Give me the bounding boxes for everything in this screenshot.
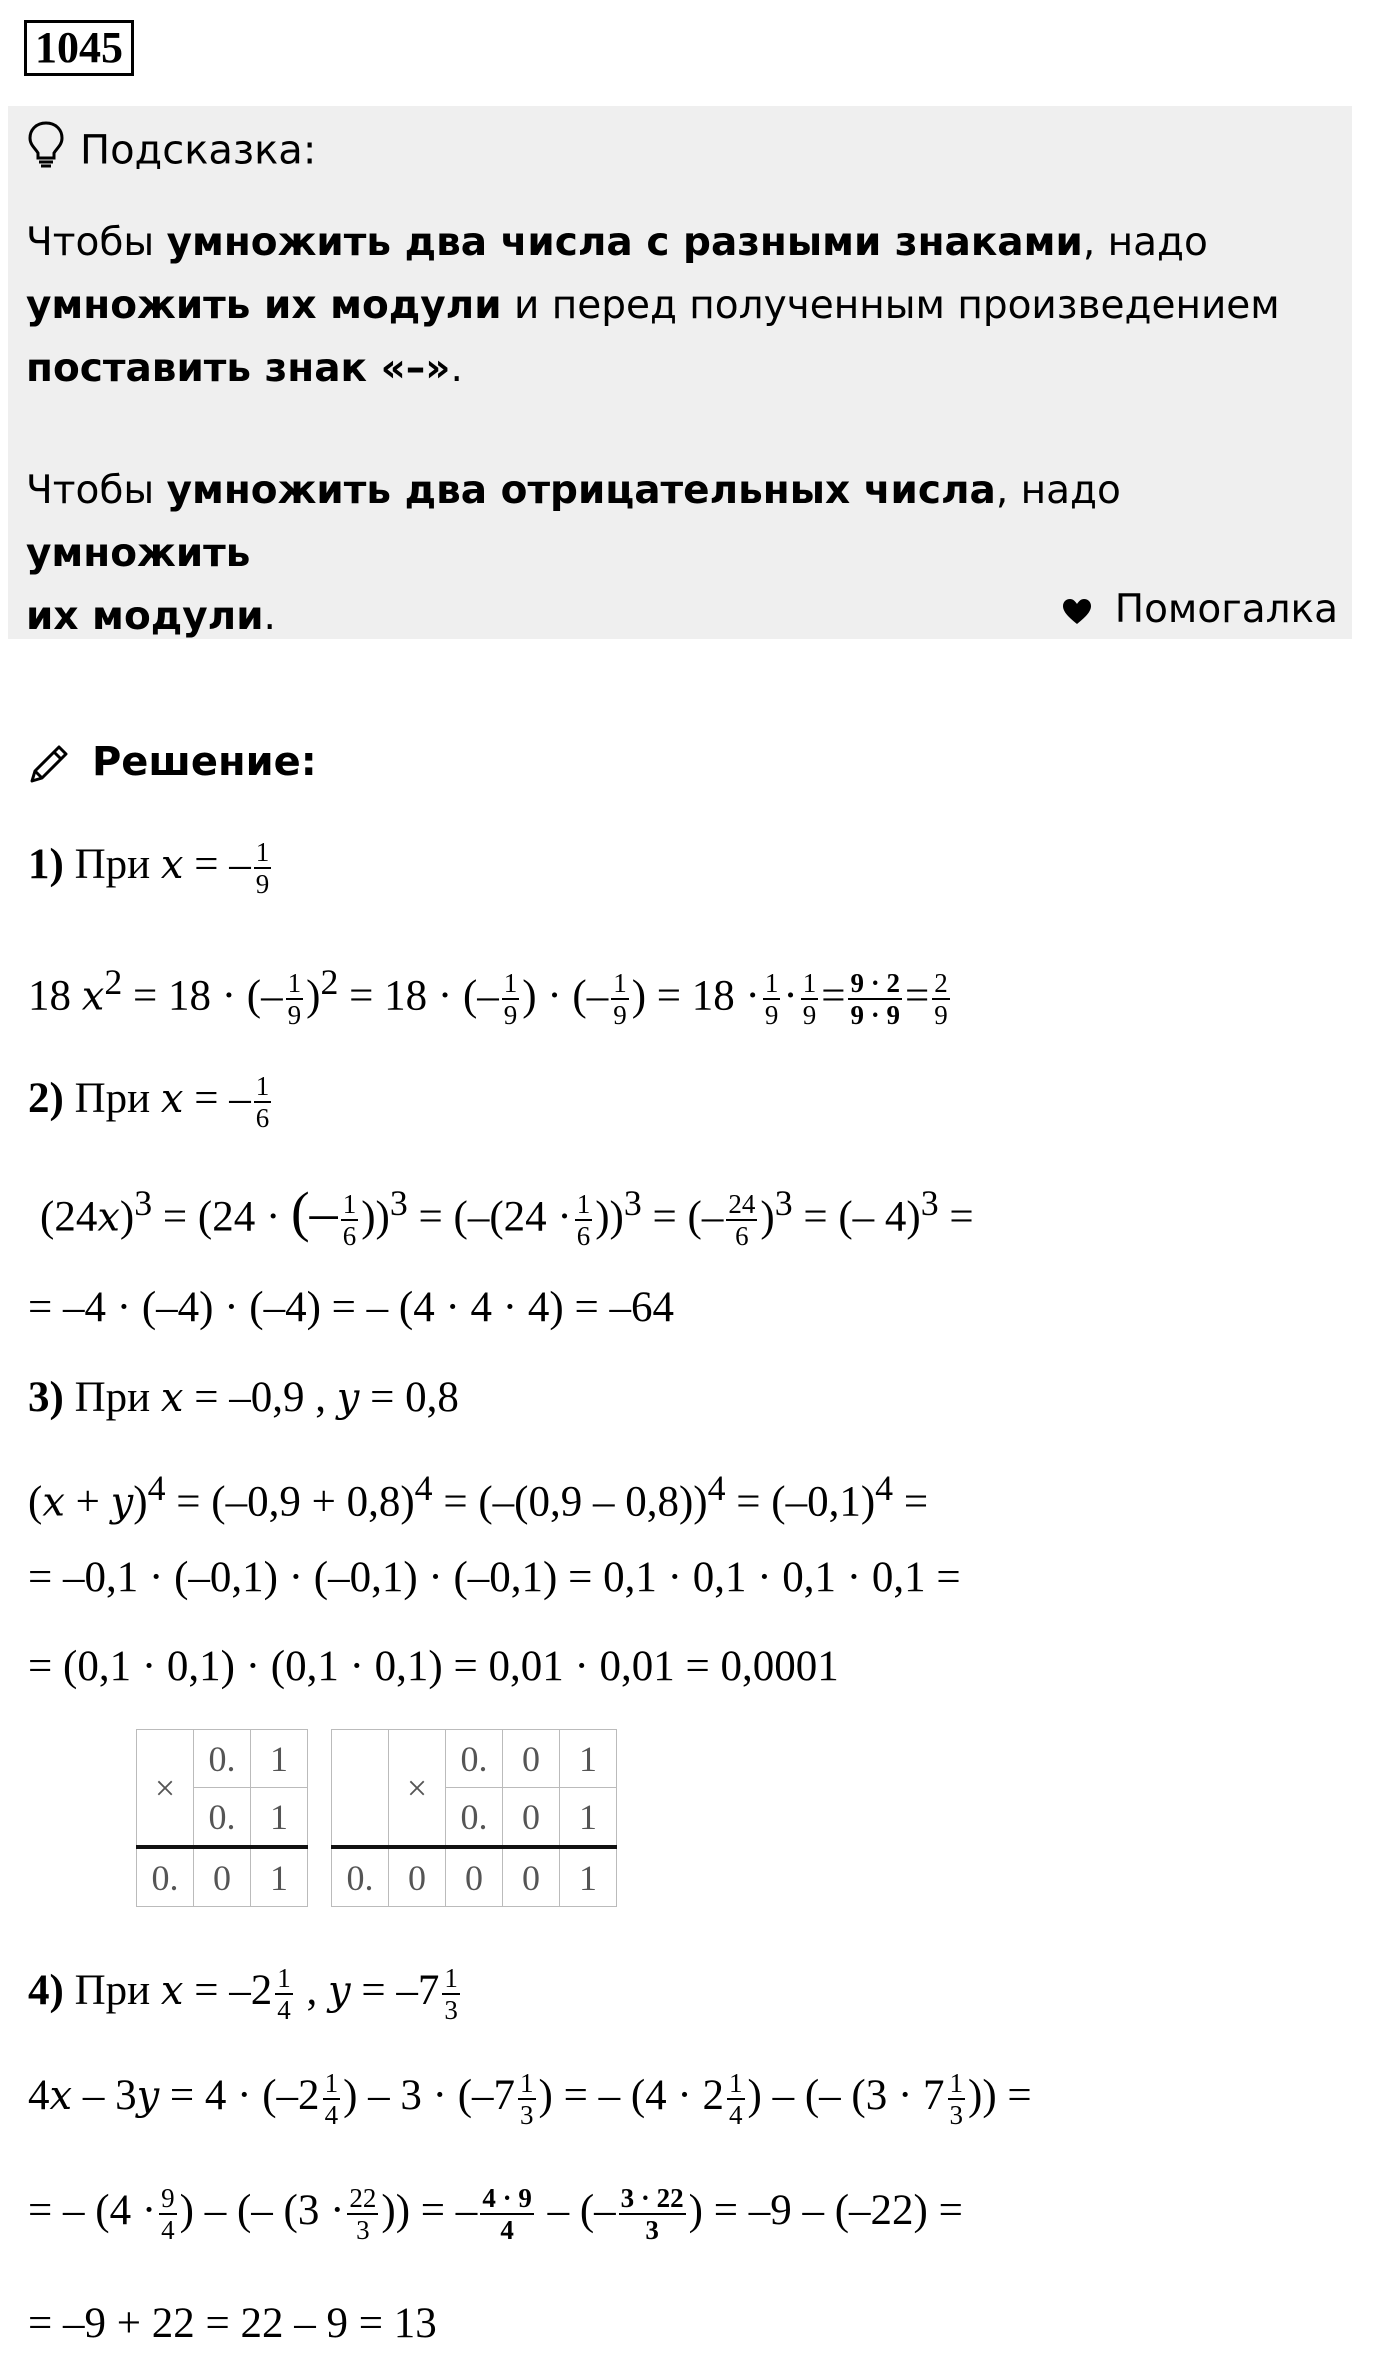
math-var: x — [42, 1479, 65, 1526]
math-text: ) – 3 · (–7 — [343, 2072, 516, 2119]
hint-bold: умножить два числа с разными знаками — [166, 220, 1083, 265]
math-text: = (–(0,9 – 0,8)) — [432, 1478, 708, 1526]
math-text: · — [783, 972, 798, 1020]
step-4-line-1 — [28, 2061, 1032, 2131]
math-text: = – — [183, 1075, 251, 1122]
fraction — [480, 2183, 534, 2245]
table-cell: 0 — [194, 1847, 251, 1907]
step-label: 3) — [28, 1374, 64, 1421]
step-label: 1) — [28, 841, 64, 888]
fraction — [341, 1189, 359, 1251]
hint-title: Подсказка: — [80, 127, 317, 174]
math-text: = – (4 · — [28, 2187, 157, 2234]
math-text: При — [74, 841, 151, 888]
numerator: 1 — [287, 968, 302, 999]
fraction — [254, 837, 272, 899]
denominator: 3 — [619, 2213, 686, 2245]
numerator: 1 — [342, 1189, 357, 1220]
step-3-line-1 — [28, 1453, 929, 1526]
math-var: x — [49, 2073, 73, 2119]
math-text: )) = — [968, 2072, 1032, 2119]
hint-bold: умножить их модули — [26, 283, 502, 328]
fraction — [502, 968, 520, 1030]
fraction — [727, 2068, 745, 2130]
numerator: 1 — [503, 968, 518, 999]
table-cell: × — [389, 1730, 446, 1848]
step-2-line-1 — [40, 1168, 974, 1252]
hint-signature — [1062, 585, 1338, 635]
hint-text: , надо — [995, 468, 1121, 513]
math-text: )) — [595, 1193, 624, 1241]
numerator: 1 — [729, 2068, 743, 2099]
numerator: 1 — [255, 1071, 270, 1102]
numerator: 1 — [613, 968, 627, 999]
table-cell: 1 — [560, 1847, 617, 1907]
math-text: = 18 · (– — [338, 972, 499, 1020]
fraction — [159, 2183, 177, 2245]
denominator: 4 — [480, 2213, 534, 2245]
math-text: ) = –9 – (–22) = — [688, 2187, 963, 2234]
fraction — [275, 1963, 293, 2025]
pencil-icon — [26, 739, 92, 785]
exponent: 4 — [147, 1468, 166, 1508]
denominator: 9 — [613, 1000, 627, 1031]
math-text: = 18 · (– — [122, 972, 283, 1020]
table-cell — [332, 1730, 389, 1848]
solution-title-row — [26, 734, 317, 790]
math-text: ) — [760, 1193, 775, 1241]
math-var: x — [160, 1968, 184, 2014]
hint-text: и перед полученным произведением — [501, 283, 1280, 328]
numerator: 2 — [934, 968, 948, 999]
step-4-line-3: = –9 + 22 = 22 – 9 = 13 — [28, 2300, 437, 2347]
hint-bold: их модули — [26, 594, 264, 639]
signature-text: Помогалка — [1114, 587, 1338, 632]
hint-text: Чтобы — [26, 220, 167, 265]
math-var: x — [160, 1076, 184, 1122]
math-text: = –2 — [183, 1967, 273, 2014]
exponent: 3 — [920, 1183, 939, 1223]
fraction — [619, 2183, 686, 2245]
denominator: 9 — [802, 1000, 817, 1031]
numerator: 1 — [949, 2068, 964, 2099]
fraction — [848, 968, 902, 1030]
numerator: 1 — [576, 1189, 591, 1220]
fraction — [763, 968, 781, 1030]
denominator: 6 — [576, 1221, 591, 1252]
numerator: 3 · 22 — [620, 2183, 684, 2214]
exponent: 2 — [104, 962, 123, 1002]
math-text: )) — [361, 1193, 390, 1241]
table-cell: 0. — [332, 1847, 389, 1907]
table-cell: 1 — [251, 1788, 308, 1848]
numerator: 24 — [728, 1189, 756, 1220]
math-text: ( — [28, 1478, 43, 1526]
math-var: x — [81, 973, 105, 1020]
math-var: y — [336, 1375, 360, 1421]
math-text: ) — [306, 972, 321, 1020]
math-text: ) · (– — [522, 972, 609, 1020]
math-text: При — [74, 1374, 151, 1421]
exponent: 4 — [707, 1468, 726, 1508]
denominator: 3 — [520, 2100, 534, 2131]
table-cell: 0 — [503, 1788, 560, 1848]
math-var: y — [136, 2073, 160, 2119]
math-text: = (– — [641, 1193, 724, 1241]
math-text: = 4 · (–2 — [159, 2072, 320, 2119]
table-cell: 1 — [560, 1730, 617, 1788]
step-1-condition — [28, 830, 274, 900]
denominator: 9 — [503, 1000, 518, 1031]
math-text: = (24 · — [152, 1193, 292, 1241]
exponent: 2 — [320, 962, 339, 1002]
hint-bold: умножить — [26, 531, 251, 576]
denominator: 9 — [255, 869, 270, 900]
math-text: = (– 4) — [792, 1193, 921, 1241]
table-cell: 0 — [389, 1847, 446, 1907]
hint-paragraph-1 — [26, 211, 1346, 400]
math-text: ) – (– (3 · 7 — [747, 2072, 945, 2119]
math-text: = — [893, 1478, 929, 1526]
hint-bold: умножить два отрицательных числа — [166, 468, 996, 513]
math-text: ) = – (4 · 2 — [538, 2072, 724, 2119]
math-text: ) — [119, 1193, 135, 1241]
math-text: При — [74, 1967, 151, 2014]
solution-title: Решение: — [91, 739, 317, 785]
math-text: = –0,9 , — [183, 1374, 337, 1421]
math-text: = 0,8 — [359, 1374, 459, 1421]
math-text: ) = 18 · — [631, 972, 760, 1020]
exponent: 3 — [623, 1183, 642, 1223]
math-text: , — [295, 1967, 328, 2014]
denominator: 6 — [255, 1103, 270, 1134]
denominator: 6 — [342, 1221, 357, 1252]
numerator: 9 · 2 — [850, 968, 900, 999]
table-cell: 0. — [446, 1788, 503, 1848]
fraction — [442, 1963, 460, 2025]
fraction — [286, 968, 304, 1030]
numerator: 1 — [324, 2068, 339, 2099]
exponent: 4 — [875, 1468, 894, 1508]
exponent: 3 — [389, 1183, 408, 1223]
math-text: При — [74, 1075, 151, 1122]
numerator: 4 · 9 — [482, 2183, 532, 2214]
heart-icon — [1062, 587, 1114, 632]
exponent: 3 — [134, 1183, 153, 1223]
math-text: 4 — [28, 2072, 50, 2119]
fraction — [254, 1071, 272, 1133]
numerator: 1 — [277, 1963, 291, 1994]
denominator: 9 — [764, 1000, 779, 1031]
math-var: x — [160, 842, 184, 888]
fraction — [518, 2068, 536, 2130]
table-cell: 0. — [194, 1788, 251, 1848]
fraction — [932, 968, 950, 1030]
numerator: 1 — [444, 1963, 458, 1994]
exponent: 4 — [414, 1468, 433, 1508]
denominator: 9 — [287, 1000, 302, 1031]
step-4-condition — [28, 1956, 463, 2026]
math-text: = — [904, 972, 930, 1020]
fraction — [801, 968, 819, 1030]
column-multiplication-1 — [136, 1729, 308, 1907]
math-text: ) – (– (3 · — [179, 2187, 345, 2234]
math-text: = — [821, 972, 846, 1020]
numerator: 1 — [520, 2068, 534, 2099]
fraction — [575, 1189, 593, 1251]
math-text: ) — [133, 1478, 148, 1526]
math-text: = — [938, 1193, 974, 1241]
math-text: (– — [291, 1181, 338, 1244]
fraction — [726, 1189, 757, 1251]
denominator: 4 — [324, 2100, 339, 2131]
math-text: (24 — [40, 1193, 98, 1241]
denominator: 4 — [729, 2100, 743, 2131]
problem-number: 1045 — [24, 20, 134, 76]
math-text: = (–(24 · — [407, 1193, 572, 1241]
denominator: 9 — [934, 1000, 948, 1031]
step-label: 4) — [28, 1967, 64, 2014]
hint-text: . — [450, 346, 463, 391]
table-cell: 1 — [560, 1788, 617, 1848]
fraction — [323, 2068, 341, 2130]
denominator: 9 · 9 — [850, 1000, 900, 1031]
table-cell: 0 — [503, 1847, 560, 1907]
hint-bold: поставить знак «–» — [26, 346, 451, 391]
numerator: 1 — [764, 968, 779, 999]
table-cell: 0. — [137, 1847, 194, 1907]
column-multiplication-2 — [331, 1729, 617, 1907]
math-var: y — [110, 1479, 134, 1526]
table-cell: 1 — [251, 1730, 308, 1788]
step-4-line-2 — [28, 2176, 963, 2246]
step-2-condition — [28, 1064, 274, 1134]
step-3-line-2: = –0,1 · (–0,1) · (–0,1) · (–0,1) = 0,1 · 0,1 · 0,1 · 0,1 = — [28, 1554, 961, 1601]
step-1-line-1 — [28, 947, 953, 1031]
table-cell: 1 — [251, 1847, 308, 1907]
table-cell: × — [137, 1730, 194, 1848]
fraction — [948, 2068, 966, 2130]
numerator: 1 — [255, 837, 270, 868]
hint-text: . — [263, 594, 276, 639]
denominator: 4 — [161, 2215, 175, 2246]
hint-text: , надо — [1082, 220, 1208, 265]
step-3-line-3: = (0,1 · 0,1) · (0,1 · 0,1) = 0,01 · 0,01 = 0,0001 — [28, 1643, 839, 1690]
math-var: x — [97, 1194, 120, 1241]
numerator: 22 — [349, 2183, 377, 2214]
fraction — [611, 968, 629, 1030]
math-text: – 3 — [72, 2072, 137, 2119]
numerator: 1 — [802, 968, 817, 999]
fraction — [347, 2183, 378, 2245]
table-cell: 0. — [446, 1730, 503, 1788]
denominator: 6 — [726, 1219, 757, 1251]
table-cell: 0. — [194, 1730, 251, 1788]
step-label: 2) — [28, 1075, 64, 1122]
math-text: = (–0,1) — [725, 1478, 876, 1526]
denominator: 3 — [949, 2100, 964, 2131]
math-text: 18 — [28, 972, 71, 1020]
table-cell: 0 — [446, 1847, 503, 1907]
math-text: – (– — [536, 2187, 616, 2234]
table-cell: 0 — [503, 1730, 560, 1788]
numerator: 9 — [161, 2183, 175, 2214]
lightbulb-icon — [26, 120, 66, 185]
math-text: = – — [183, 841, 251, 888]
math-var: x — [160, 1375, 184, 1421]
hint-text: Чтобы — [26, 468, 167, 513]
hint-title-row — [26, 120, 316, 180]
math-text: + — [64, 1478, 111, 1526]
math-var: y — [327, 1968, 351, 2014]
math-text: = –7 — [350, 1967, 440, 2014]
math-text: )) = – — [381, 2187, 478, 2234]
step-2-line-2: = –4 · (–4) · (–4) = – (4 · 4 · 4) = –64 — [28, 1284, 674, 1331]
denominator: 4 — [277, 1995, 291, 2026]
math-text: = (–0,9 + 0,8) — [165, 1478, 415, 1526]
exponent: 3 — [774, 1183, 793, 1223]
step-3-condition — [28, 1363, 459, 1433]
denominator: 3 — [444, 1995, 458, 2026]
denominator: 3 — [347, 2213, 378, 2245]
